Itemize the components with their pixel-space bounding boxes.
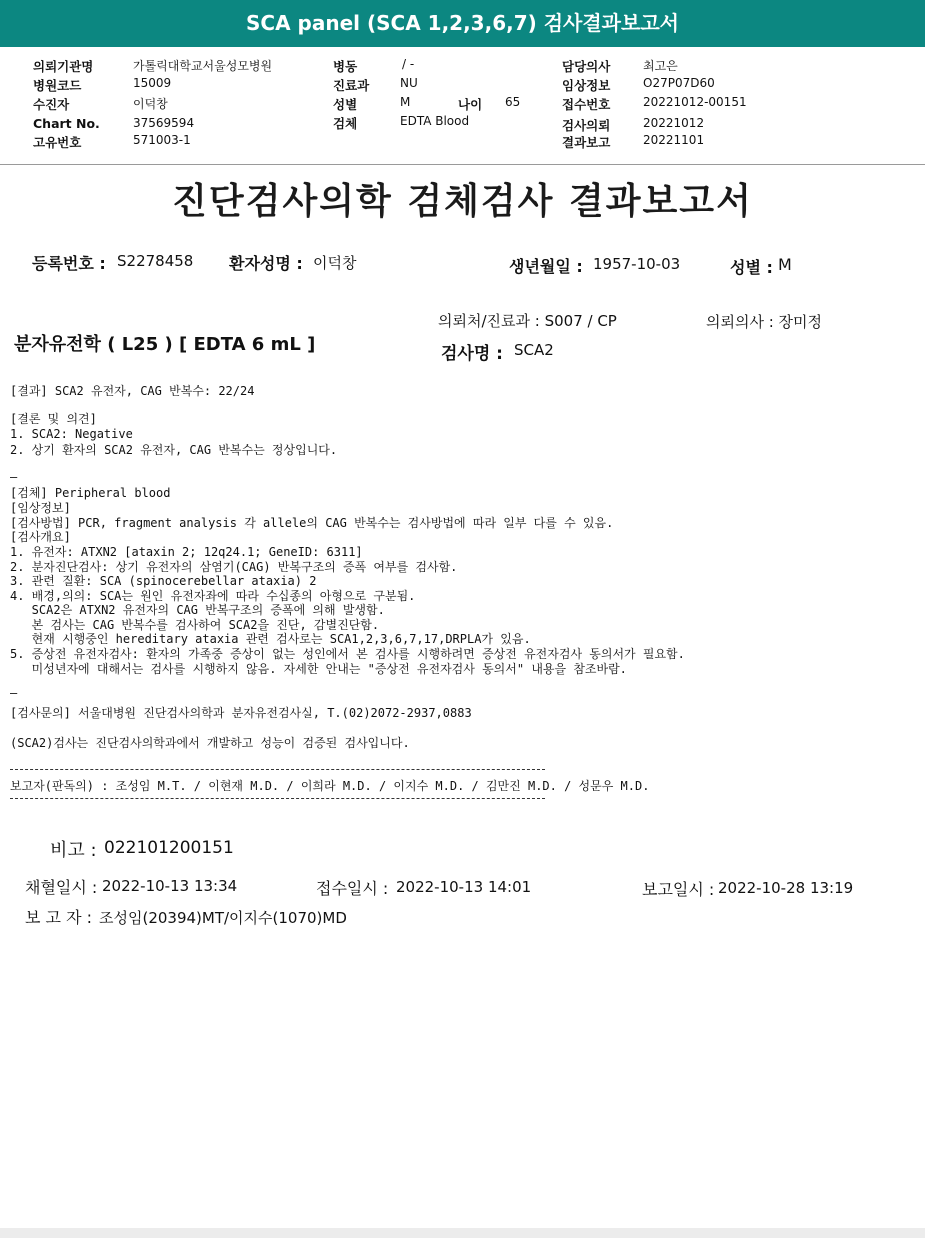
- patient-value: 이덕창: [133, 97, 168, 111]
- attending-doctor-label: 담당의사: [562, 59, 611, 74]
- report-time-label: 보고일시 :: [642, 880, 715, 899]
- body-line: [검사개요]: [10, 530, 71, 544]
- result-date-label: 결과보고: [562, 135, 611, 150]
- body-line: [검사방법] PCR, fragment analysis 각 allele의 CAG 반복수는 검사방법에 따라 일부 다를 수 있음.: [10, 516, 614, 530]
- body-line: [결과] SCA2 유전자, CAG 반복수: 22/24: [10, 384, 255, 398]
- referring-doctor: 의뢰의사 : 장미정: [706, 313, 823, 331]
- receipt-time-label: 접수일시 :: [316, 879, 389, 898]
- body-line: 본 검사는 CAG 반복수를 검사하여 SCA2을 진단, 감별진단함.: [10, 618, 380, 632]
- report-time-value: 2022-10-28 13:19: [718, 879, 854, 897]
- body-line: 4. 배경,의의: SCA는 원인 유전자좌에 따라 수십종의 아형으로 구분됨.: [10, 589, 416, 603]
- body-line: 1. 유전자: ATXN2 [ataxin 2; 12q24.1; GeneID: 6311]: [10, 545, 363, 559]
- remark-value: 022101200151: [104, 838, 234, 858]
- sex-value: M: [400, 95, 411, 109]
- birthdate-value: 1957-10-03: [593, 255, 681, 273]
- sex-label: 성별: [333, 97, 358, 112]
- clinical-info-value: O27P07D60: [643, 76, 715, 90]
- test-name-value: SCA2: [514, 341, 554, 359]
- reporters-rule-top: [10, 769, 545, 770]
- collection-time-label: 채혈일시 :: [25, 878, 98, 897]
- hospital-name-label: 의뢰기관명: [33, 59, 94, 74]
- department-value: NU: [400, 76, 418, 90]
- department-label: 진료과: [333, 78, 370, 93]
- birthdate-label: 생년월일 :: [509, 257, 583, 276]
- patient-label: 수진자: [33, 97, 70, 112]
- age-value: 65: [505, 95, 521, 109]
- body-line: [검사문의] 서울대병원 진단검사의학과 분자유전검사실, T.(02)2072-2937,0883: [10, 706, 472, 720]
- report-sex-label: 성별 :: [730, 258, 773, 277]
- hospital-code-label: 병원코드: [33, 78, 82, 93]
- body-line: [검체] Peripheral blood: [10, 486, 171, 500]
- reporter-value: 조성임(20394)MT/이지수(1070)MD: [99, 909, 347, 927]
- collection-time-value: 2022-10-13 13:34: [102, 877, 238, 895]
- unique-id-value: 571003-1: [133, 133, 191, 147]
- ward-value: / -: [402, 57, 415, 71]
- section-title: 분자유전학 ( L25 ) [ EDTA 6 mL ]: [14, 334, 316, 355]
- body-line: (SCA2)검사는 진단검사의학과에서 개발하고 성능이 검증된 검사입니다.: [10, 736, 410, 750]
- clinical-info-label: 임상정보: [562, 78, 611, 93]
- body-line: 5. 증상전 유전자검사: 환자의 가족중 증상이 없는 성인에서 본 검사를 시행하려면 증상전 유전자검사 동의서가 필요함.: [10, 647, 685, 661]
- registration-label: 등록번호 :: [32, 254, 106, 273]
- report-header-title: SCA panel (SCA 1,2,3,6,7) 검사결과보고서: [246, 11, 679, 35]
- body-line: 1. SCA2: Negative: [10, 427, 133, 441]
- result-date-value: 20221101: [643, 133, 705, 147]
- unique-id-label: 고유번호: [33, 135, 82, 150]
- hospital-name-value: 가톨릭대학교서울성모병원: [133, 59, 273, 73]
- body-line: [임상정보]: [10, 501, 71, 515]
- registration-value: S2278458: [117, 252, 194, 270]
- test-name-label: 검사명 :: [441, 344, 503, 364]
- request-date-value: 20221012: [643, 116, 705, 130]
- page-bottom-band: [0, 1228, 925, 1238]
- body-line: 3. 관련 질환: SCA (spinocerebellar ataxia) 2: [10, 574, 317, 588]
- ward-label: 병동: [333, 59, 358, 74]
- reporters-line: 보고자(판독의) : 조성임 M.T. / 이현재 M.D. / 이희라 M.D. / 이지수 M.D. / 김만진 M.D. / 성문우 M.D.: [10, 779, 650, 793]
- header-divider: [0, 164, 925, 165]
- body-line: 2. 분자진단검사: 상기 유전자의 삼염기(CAG) 반복구조의 증폭 여부를 검사함.: [10, 560, 458, 574]
- report-sex-value: M: [778, 255, 792, 274]
- hospital-code-value: 15009: [133, 76, 172, 90]
- reporters-rule-bottom: [10, 798, 545, 799]
- chart-no-value: 37569594: [133, 116, 195, 130]
- patient-name-label: 환자성명 :: [229, 254, 303, 273]
- report-title: 진단검사의학 검체검사 결과보고서: [172, 181, 753, 222]
- body-line: —: [10, 686, 18, 700]
- specimen-label: 검체: [333, 116, 358, 131]
- chart-no-label: Chart No.: [33, 116, 100, 131]
- reporter-label: 보 고 자 :: [25, 908, 93, 927]
- report-header-bar: [0, 0, 925, 47]
- body-line: —: [10, 470, 18, 484]
- attending-doctor-value: 최고은: [643, 59, 678, 73]
- remark-label: 비고 :: [50, 840, 97, 861]
- patient-name-value: 이덕창: [313, 254, 357, 272]
- age-label: 나이: [458, 97, 483, 112]
- request-date-label: 검사의뢰: [562, 118, 611, 133]
- receipt-no-label: 접수번호: [562, 97, 611, 112]
- patient-info-header: [0, 48, 925, 166]
- body-line: SCA2은 ATXN2 유전자의 CAG 반복구조의 증폭에 의해 발생함.: [10, 603, 385, 617]
- body-line: 2. 상기 환자의 SCA2 유전자, CAG 반복수는 정상입니다.: [10, 443, 338, 457]
- body-line: [결론 및 의견]: [10, 412, 97, 426]
- receipt-no-value: 20221012-00151: [643, 95, 747, 109]
- body-line: 미성년자에 대해서는 검사를 시행하지 않음. 자세한 안내는 "증상전 유전자검사 동의서" 내용을 참조바람.: [10, 662, 627, 676]
- receipt-time-value: 2022-10-13 14:01: [396, 878, 532, 896]
- referrer-info: 의뢰처/진료과 : S007 / CP: [438, 312, 617, 330]
- specimen-value: EDTA Blood: [400, 114, 470, 128]
- body-line: 현재 시행중인 hereditary ataxia 관련 검사로는 SCA1,2,3,6,7,17,DRPLA가 있음.: [10, 632, 531, 646]
